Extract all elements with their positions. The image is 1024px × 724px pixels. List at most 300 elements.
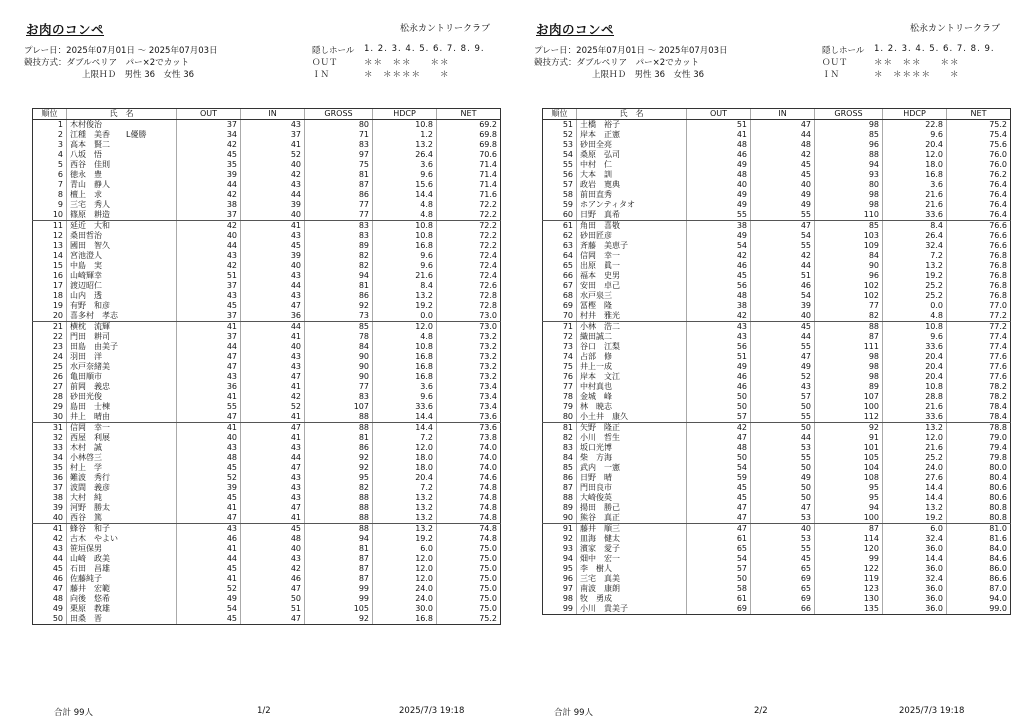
cell-gross: 123 — [815, 584, 883, 594]
cell-net: 74.0 — [437, 463, 501, 473]
cell-net: 80.8 — [947, 513, 1011, 524]
cell-net: 78.4 — [947, 402, 1011, 412]
cell-out: 42 — [687, 311, 751, 322]
cell-in: 43 — [241, 483, 305, 493]
col-in: IN — [751, 109, 815, 120]
table-row — [33, 301, 501, 311]
cell-out: 54 — [687, 241, 751, 251]
cell-net: 80.6 — [947, 483, 1011, 493]
cell-hdcp: 3.6 — [373, 382, 437, 392]
cell-hdcp: 24.0 — [883, 463, 947, 473]
cell-rank: 11 — [33, 221, 67, 232]
cell-rank: 32 — [33, 433, 67, 443]
cell-hdcp: 12.0 — [883, 150, 947, 160]
table-row — [33, 443, 501, 453]
cell-out: 46 — [687, 372, 751, 382]
cell-gross: 84 — [815, 251, 883, 261]
table-row — [543, 412, 1011, 423]
cell-out: 48 — [687, 443, 751, 453]
cell-in: 47 — [751, 221, 815, 232]
cell-gross: 107 — [815, 392, 883, 402]
cell-out: 44 — [177, 241, 241, 251]
cell-name: 占部 修 — [577, 352, 687, 362]
col-gross: GROSS — [815, 109, 883, 120]
cell-rank: 18 — [33, 291, 67, 301]
cell-name: 柴 方海 — [577, 453, 687, 463]
cell-net: 72.2 — [437, 231, 501, 241]
results-table — [542, 108, 1011, 615]
cell-net: 73.0 — [437, 322, 501, 333]
cell-out: 45 — [687, 483, 751, 493]
cell-rank: 99 — [543, 604, 577, 615]
cell-name: 石田 昌雄 — [67, 564, 177, 574]
cell-out: 37 — [177, 281, 241, 291]
cell-net: 76.0 — [947, 160, 1011, 170]
cell-net: 73.2 — [437, 362, 501, 372]
cell-net: 77.4 — [947, 342, 1011, 352]
cell-rank: 36 — [33, 473, 67, 483]
cell-out: 41 — [177, 574, 241, 584]
results-rows — [543, 120, 1011, 615]
table-row — [543, 604, 1011, 615]
cell-rank: 80 — [543, 412, 577, 423]
cell-rank: 15 — [33, 261, 67, 271]
cell-out: 45 — [177, 493, 241, 503]
cell-name: 金城 峰 — [577, 392, 687, 402]
cell-gross: 99 — [815, 554, 883, 564]
cell-name: 田桑 晋 — [67, 614, 177, 625]
table-row — [543, 322, 1011, 333]
cell-out: 46 — [687, 261, 751, 271]
cell-hdcp: 7.2 — [373, 483, 437, 493]
cell-in: 55 — [751, 241, 815, 251]
cell-in: 44 — [751, 433, 815, 443]
cell-out: 41 — [687, 130, 751, 140]
cell-gross: 80 — [815, 180, 883, 190]
cell-out: 48 — [177, 453, 241, 463]
cell-name: 水戸奈緒美 — [67, 362, 177, 372]
results-sheet-page-2 — [524, 0, 1024, 724]
cell-name: 小川 貴美子 — [577, 604, 687, 615]
cell-name: 中村 仁 — [577, 160, 687, 170]
table-row — [543, 362, 1011, 372]
cell-gross: 89 — [815, 382, 883, 392]
cell-rank: 33 — [33, 443, 67, 453]
cell-in: 40 — [241, 342, 305, 352]
cell-in: 45 — [241, 241, 305, 251]
cell-hdcp: 19.2 — [883, 513, 947, 524]
cell-gross: 83 — [305, 231, 373, 241]
cell-hdcp: 10.8 — [373, 221, 437, 232]
col-rank: 順位 — [33, 109, 67, 120]
cell-gross: 92 — [305, 614, 373, 625]
cell-gross: 81 — [305, 170, 373, 180]
cell-in: 43 — [241, 493, 305, 503]
cell-in: 47 — [751, 120, 815, 131]
cell-gross: 82 — [305, 261, 373, 271]
cell-out: 42 — [687, 423, 751, 434]
cell-name: 揚田 勝己 — [577, 503, 687, 513]
cell-rank: 12 — [33, 231, 67, 241]
cell-gross: 90 — [305, 352, 373, 362]
cell-hdcp: 20.4 — [883, 372, 947, 382]
cell-name: 村井 雅光 — [577, 311, 687, 322]
cell-out: 55 — [177, 402, 241, 412]
play-date: プレー日：2025年07月01日 ～ 2025年07月03日 — [24, 46, 218, 56]
cell-rank: 79 — [543, 402, 577, 412]
cell-out: 42 — [177, 140, 241, 150]
cell-out: 58 — [687, 584, 751, 594]
cell-gross: 77 — [305, 382, 373, 392]
cell-name: 羽田 洋 — [67, 352, 177, 362]
table-row — [543, 311, 1011, 322]
cell-rank: 25 — [33, 362, 67, 372]
cell-name: 出原 眞一 — [577, 261, 687, 271]
cell-hdcp: 28.8 — [883, 392, 947, 402]
table-row — [33, 261, 501, 271]
table-row — [33, 180, 501, 190]
cell-name: 中村真也 — [577, 382, 687, 392]
cell-net: 73.4 — [437, 402, 501, 412]
cell-in: 52 — [241, 150, 305, 160]
cell-net: 72.8 — [437, 301, 501, 311]
cell-in: 39 — [751, 301, 815, 311]
results-sheet-page-1 — [14, 0, 514, 724]
cell-net: 75.0 — [437, 594, 501, 604]
cell-net: 76.8 — [947, 281, 1011, 291]
col-gross: GROSS — [305, 109, 373, 120]
table-row — [543, 231, 1011, 241]
cell-name: 前田直秀 — [577, 190, 687, 200]
cell-in: 65 — [751, 564, 815, 574]
cell-name: 喜多村 孝志 — [67, 311, 177, 322]
cell-gross: 83 — [305, 221, 373, 232]
cell-gross: 84 — [305, 342, 373, 352]
cell-name: 藤井 宏範 — [67, 584, 177, 594]
cell-gross: 88 — [815, 150, 883, 160]
cell-in: 41 — [241, 140, 305, 150]
cell-hdcp: 10.8 — [883, 322, 947, 333]
cell-out: 61 — [687, 594, 751, 604]
cell-in: 50 — [751, 493, 815, 503]
cell-out: 56 — [687, 281, 751, 291]
col-hdcp: HDCP — [883, 109, 947, 120]
cell-gross: 83 — [305, 392, 373, 402]
print-timestamp: 2025/7/3 19:18 — [899, 706, 965, 716]
cell-net: 71.4 — [437, 180, 501, 190]
table-row — [33, 524, 501, 535]
cell-rank: 42 — [33, 534, 67, 544]
cell-in: 41 — [241, 513, 305, 524]
cell-rank: 14 — [33, 251, 67, 261]
cell-rank: 21 — [33, 322, 67, 333]
cell-name: 李 樹人 — [577, 564, 687, 574]
cell-in: 50 — [751, 463, 815, 473]
col-name: 氏 名 — [577, 109, 687, 120]
cell-net: 75.0 — [437, 584, 501, 594]
cell-out: 49 — [687, 200, 751, 210]
cell-name: 小川 哲生 — [577, 433, 687, 443]
cell-hdcp: 4.8 — [373, 210, 437, 221]
cell-gross: 85 — [815, 221, 883, 232]
cell-net: 87.0 — [947, 584, 1011, 594]
cell-hdcp: 30.0 — [373, 604, 437, 614]
cell-rank: 70 — [543, 311, 577, 322]
table-row — [543, 291, 1011, 301]
cell-name: 三宅 秀人 — [67, 200, 177, 210]
cell-rank: 94 — [543, 554, 577, 564]
cell-hdcp: 16.8 — [373, 241, 437, 251]
cell-out: 37 — [177, 120, 241, 131]
cell-out: 43 — [177, 372, 241, 382]
cell-in: 44 — [241, 190, 305, 200]
cell-out: 47 — [177, 362, 241, 372]
cell-name: 大崎俊英 — [577, 493, 687, 503]
cell-net: 74.6 — [437, 473, 501, 483]
cell-out: 41 — [177, 423, 241, 434]
table-row — [543, 392, 1011, 402]
table-row — [33, 170, 501, 180]
cell-gross: 95 — [815, 483, 883, 493]
cell-in: 57 — [751, 392, 815, 402]
cell-rank: 51 — [543, 120, 577, 131]
cell-out: 40 — [177, 433, 241, 443]
cell-rank: 8 — [33, 190, 67, 200]
cell-gross: 81 — [305, 544, 373, 554]
cell-name: 山崎輝幸 — [67, 271, 177, 281]
table-row — [33, 291, 501, 301]
cell-net: 75.6 — [947, 140, 1011, 150]
cell-hdcp: 10.8 — [883, 382, 947, 392]
cell-net: 72.4 — [437, 261, 501, 271]
cell-rank: 31 — [33, 423, 67, 434]
cell-net: 75.0 — [437, 574, 501, 584]
cell-rank: 53 — [543, 140, 577, 150]
table-row — [543, 402, 1011, 412]
cell-net: 86.0 — [947, 564, 1011, 574]
table-row — [33, 200, 501, 210]
table-row — [543, 453, 1011, 463]
cell-rank: 92 — [543, 534, 577, 544]
cell-rank: 16 — [33, 271, 67, 281]
cell-in: 44 — [751, 261, 815, 271]
cell-in: 43 — [241, 554, 305, 564]
cell-in: 40 — [241, 261, 305, 271]
cell-out: 48 — [687, 170, 751, 180]
cell-net: 73.6 — [437, 423, 501, 434]
cell-name: 信岡 幸一 — [67, 423, 177, 434]
cell-rank: 40 — [33, 513, 67, 524]
cell-name: 政岩 寛典 — [577, 180, 687, 190]
cell-net: 73.2 — [437, 372, 501, 382]
cell-rank: 69 — [543, 301, 577, 311]
cell-hdcp: 19.2 — [373, 301, 437, 311]
cell-rank: 55 — [543, 160, 577, 170]
cell-hdcp: 33.6 — [883, 210, 947, 221]
cell-gross: 130 — [815, 594, 883, 604]
cell-hdcp: 10.8 — [373, 342, 437, 352]
cell-gross: 100 — [815, 402, 883, 412]
cell-rank: 57 — [543, 180, 577, 190]
cell-rank: 41 — [33, 524, 67, 535]
cell-gross: 94 — [815, 160, 883, 170]
cell-out: 69 — [687, 604, 751, 615]
hidden-holes-value: 1. 2. 3. 4. 5. 6. 7. 8. 9. — [364, 44, 485, 54]
cell-name: 岸本 正憲 — [577, 130, 687, 140]
cell-hdcp: 24.0 — [373, 594, 437, 604]
cell-hdcp: 9.6 — [373, 261, 437, 271]
table-row — [543, 170, 1011, 180]
cell-net: 76.6 — [947, 231, 1011, 241]
cell-name: 砂田匠彦 — [577, 231, 687, 241]
cell-gross: 111 — [815, 342, 883, 352]
cell-net: 77.4 — [947, 332, 1011, 342]
cell-gross: 114 — [815, 534, 883, 544]
cell-net: 72.8 — [437, 291, 501, 301]
cell-out: 44 — [177, 180, 241, 190]
cell-gross: 107 — [305, 402, 373, 412]
cell-name: 國田 智久 — [67, 241, 177, 251]
cell-in: 39 — [241, 200, 305, 210]
cell-net: 78.8 — [947, 423, 1011, 434]
cell-out: 59 — [687, 473, 751, 483]
cell-gross: 90 — [815, 261, 883, 271]
cell-name: 木村 誠 — [67, 443, 177, 453]
cell-rank: 7 — [33, 180, 67, 190]
cell-name: 織田誠二 — [577, 332, 687, 342]
cell-rank: 56 — [543, 170, 577, 180]
table-row — [543, 423, 1011, 434]
cell-net: 84.0 — [947, 544, 1011, 554]
table-row — [33, 433, 501, 443]
cell-in: 69 — [751, 594, 815, 604]
cell-gross: 88 — [305, 423, 373, 434]
cell-out: 41 — [177, 544, 241, 554]
table-row — [33, 241, 501, 251]
cell-net: 75.0 — [437, 564, 501, 574]
cell-out: 54 — [687, 463, 751, 473]
cell-gross: 102 — [815, 291, 883, 301]
cell-name: 河野 勝太 — [67, 503, 177, 513]
cell-rank: 77 — [543, 382, 577, 392]
cell-rank: 68 — [543, 291, 577, 301]
cell-in: 41 — [241, 332, 305, 342]
cell-name: 角田 喜敬 — [577, 221, 687, 232]
cell-net: 74.0 — [437, 453, 501, 463]
cell-name: 日野 真希 — [577, 210, 687, 221]
cell-out: 45 — [177, 463, 241, 473]
cell-gross: 81 — [305, 433, 373, 443]
cell-name: 江種 美香 L優勝 — [67, 130, 177, 140]
cell-in: 45 — [241, 524, 305, 535]
table-row — [33, 332, 501, 342]
cell-out: 49 — [687, 160, 751, 170]
cell-hdcp: 13.2 — [373, 503, 437, 513]
cell-in: 47 — [241, 614, 305, 625]
cell-out: 38 — [177, 200, 241, 210]
cell-rank: 72 — [543, 332, 577, 342]
table-row — [33, 544, 501, 554]
cell-rank: 74 — [543, 352, 577, 362]
cell-net: 75.4 — [947, 130, 1011, 140]
cell-net: 76.0 — [947, 150, 1011, 160]
cell-out: 47 — [177, 352, 241, 362]
cell-gross: 77 — [815, 301, 883, 311]
cell-net: 74.8 — [437, 534, 501, 544]
cell-name: 佐藤純子 — [67, 574, 177, 584]
cell-in: 47 — [751, 503, 815, 513]
cell-out: 40 — [687, 180, 751, 190]
col-net: NET — [437, 109, 501, 120]
cell-hdcp: 18.0 — [373, 463, 437, 473]
cell-in: 47 — [241, 463, 305, 473]
cell-hdcp: 36.0 — [883, 594, 947, 604]
cell-out: 43 — [177, 251, 241, 261]
cell-in: 45 — [751, 170, 815, 180]
out-hidden-marks: ＊＊ ＊＊ ＊＊ — [874, 58, 960, 68]
cell-net: 76.2 — [947, 170, 1011, 180]
cell-in: 40 — [241, 160, 305, 170]
cell-rank: 43 — [33, 544, 67, 554]
cell-name: 山内 透 — [67, 291, 177, 301]
cell-rank: 73 — [543, 342, 577, 352]
cell-gross: 87 — [815, 332, 883, 342]
cell-hdcp: 36.0 — [883, 584, 947, 594]
cell-out: 38 — [687, 221, 751, 232]
table-header — [543, 109, 1011, 120]
page-number: 1/2 — [257, 706, 271, 716]
cell-gross: 82 — [305, 483, 373, 493]
cell-name: 亀田順市 — [67, 372, 177, 382]
cell-net: 76.8 — [947, 271, 1011, 281]
cell-in: 43 — [241, 231, 305, 241]
cell-rank: 47 — [33, 584, 67, 594]
cell-rank: 81 — [543, 423, 577, 434]
cell-net: 76.4 — [947, 190, 1011, 200]
cell-gross: 86 — [305, 190, 373, 200]
table-row — [33, 453, 501, 463]
cell-rank: 10 — [33, 210, 67, 221]
cell-rank: 88 — [543, 493, 577, 503]
cell-hdcp: 21.6 — [373, 271, 437, 281]
cell-net: 72.2 — [437, 241, 501, 251]
cell-in: 43 — [241, 473, 305, 483]
cell-name: 土橋 裕子 — [577, 120, 687, 131]
club-name: 松永カントリークラブ — [399, 24, 490, 34]
cell-net: 94.0 — [947, 594, 1011, 604]
table-row — [543, 210, 1011, 221]
cell-name: 畑中 宏一 — [577, 554, 687, 564]
cell-net: 72.2 — [437, 210, 501, 221]
cell-net: 79.0 — [947, 433, 1011, 443]
cell-gross: 89 — [305, 241, 373, 251]
cell-name: 八坂 悟 — [67, 150, 177, 160]
table-row — [33, 554, 501, 564]
cell-gross: 112 — [815, 412, 883, 423]
cell-in: 43 — [241, 352, 305, 362]
hidden-holes-label: 隠しホール — [312, 46, 355, 56]
cell-hdcp: 36.0 — [883, 604, 947, 615]
table-row — [543, 534, 1011, 544]
cell-in: 42 — [751, 150, 815, 160]
cell-hdcp: 18.0 — [883, 160, 947, 170]
cell-name: 前岡 義忠 — [67, 382, 177, 392]
total-players: 合計 99人 — [554, 708, 594, 718]
table-row — [543, 281, 1011, 291]
cell-in: 50 — [241, 594, 305, 604]
table-row — [33, 190, 501, 200]
cell-hdcp: 19.2 — [373, 534, 437, 544]
